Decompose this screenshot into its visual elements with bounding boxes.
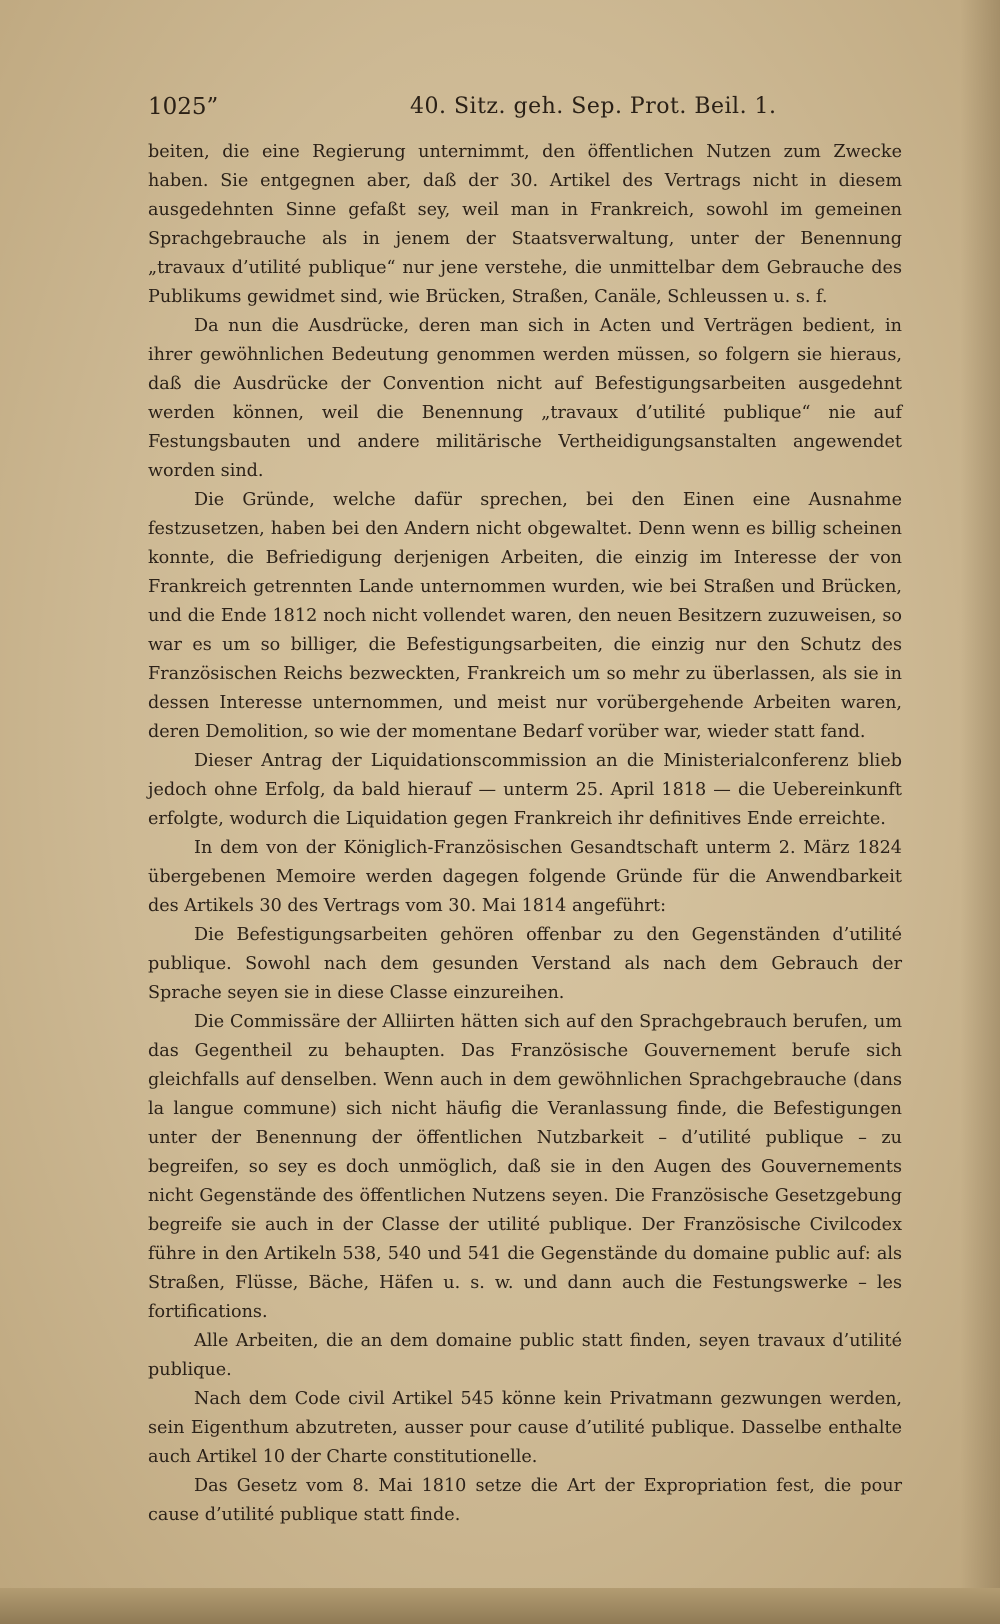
running-head: 40. Sitz. geh. Sep. Prot. Beil. 1. <box>410 94 777 119</box>
paragraph: Alle Arbeiten, die an dem domaine public statt finden, seyen travaux d’utilité publique. <box>148 1331 902 1380</box>
paragraph: Die Befestigungsarbeiten gehören offenbar zu den Gegenständen d’utilité publique. Sowohl nach dem gesunden Verstand als nach dem Gebrauch der Sprache seyen sie in diese Classe einzureihen. <box>148 925 902 1003</box>
paragraph: In dem von der Königlich-Französischen Gesandtschaft unterm 2. März 1824 übergebenen Memoire werden dagegen folgende Gründe für die Anwendbarkeit des Artikels 30 des Vertrags vom 30. Mai 1814 angeführt: <box>148 838 902 916</box>
paragraph-continued: beiten, die eine Regierung unternimmt, den öffentlichen Nutzen zum Zwecke haben. Sie entgegnen aber, daß der 30. Artikel des Vertrags nicht in diesem ausgedehnten Sinne gefaßt sey, weil man in Frankreich, sowohl im gemeinen Sprachgebrauche als in jenem der Staatsverwaltung, unter der Benennung „travaux d’utilité publique“ nur jene verstehe, die unmittelbar dem Gebrauche des Publikums gewidmet sind, wie Brücken, Straßen, Canäle, Schleussen u. s. f. <box>148 142 902 307</box>
page-bottom-edge <box>0 1588 1000 1624</box>
body-text <box>148 138 902 1530</box>
paragraph: Die Commissäre der Alliirten hätten sich auf den Sprachgebrauch berufen, um das Gegentheil zu behaupten. Das Französische Gouvernement berufe sich gleichfalls auf denselben. Wenn auch in dem gewöhnlichen Sprachgebrauche (dans la langue commune) sich nicht häufig die Veranlassung finde, die Befestigungen unter der Benennung der öffentlichen Nutzbarkeit – d’utilité publique – zu begreifen, so sey es doch unmöglich, daß sie in den Augen des Gouvernements nicht Gegenstände des öffentlichen Nutzens seyen. Die Französische Gesetzgebung begreife sie auch in der Classe der utilité publique. Der Französische Civilcodex führe in den Artikeln 538, 540 und 541 die Gegenstände du domaine public auf: als Straßen, Flüsse, Bäche, Häfen u. s. w. und dann auch die Festungswerke – les fortifications. <box>148 1012 902 1322</box>
paragraph: Die Gründe, welche dafür sprechen, bei den Einen eine Ausnahme festzusetzen, haben bei den Andern nicht obgewaltet. Denn wenn es billig scheinen konnte, die Befriedigung derjenigen Arbeiten, die einzig im Interesse der von Frankreich getrennten Lande unternommen wurden, wie bei Straßen und Brücken, und die Ende 1812 noch nicht vollendet waren, den neuen Besitzern zuzuweisen, so war es um so billiger, die Befestigungsarbeiten, die einzig nur den Schutz des Französischen Reichs bezweckten, Frankreich um so mehr zu überlassen, als sie in dessen Interesse unternommen, und meist nur vorübergehende Arbeiten waren, deren Demolition, so wie der momentane Bedarf vorüber war, wieder statt fand. <box>148 490 902 742</box>
page-header <box>148 94 898 130</box>
paragraph: Nach dem Code civil Artikel 545 könne kein Privatmann gezwungen werden, sein Eigenthum abzutreten, ausser pour cause d’utilité publique. Dasselbe enthalte auch Artikel 10 der Charte constitutionelle. <box>148 1389 902 1467</box>
paragraph: Da nun die Ausdrücke, deren man sich in Acten und Verträgen bedient, in ihrer gewöhnlichen Bedeutung genommen werden müssen, so folgern sie hieraus, daß die Ausdrücke der Convention nicht auf Befestigungsarbeiten ausgedehnt werden können, weil die Benennung „travaux d’utilité publique“ nie auf Festungsbauten und andere militärische Vertheidigungsanstalten angewendet worden sind. <box>148 316 902 481</box>
page-edge-shadow <box>960 0 1000 1624</box>
page-number: 1025” <box>148 94 219 120</box>
paragraph: Dieser Antrag der Liquidationscommission an die Ministerialconferenz blieb jedoch ohne Erfolg, da bald hierauf — unterm 25. April 1818 — die Uebereinkunft erfolgte, wodurch die Liquidation gegen Frankreich ihr definitives Ende erreichte. <box>148 751 902 829</box>
paragraph: Das Gesetz vom 8. Mai 1810 setze die Art der Expropriation fest, die pour cause d’utilité publique statt finde. <box>148 1476 902 1525</box>
